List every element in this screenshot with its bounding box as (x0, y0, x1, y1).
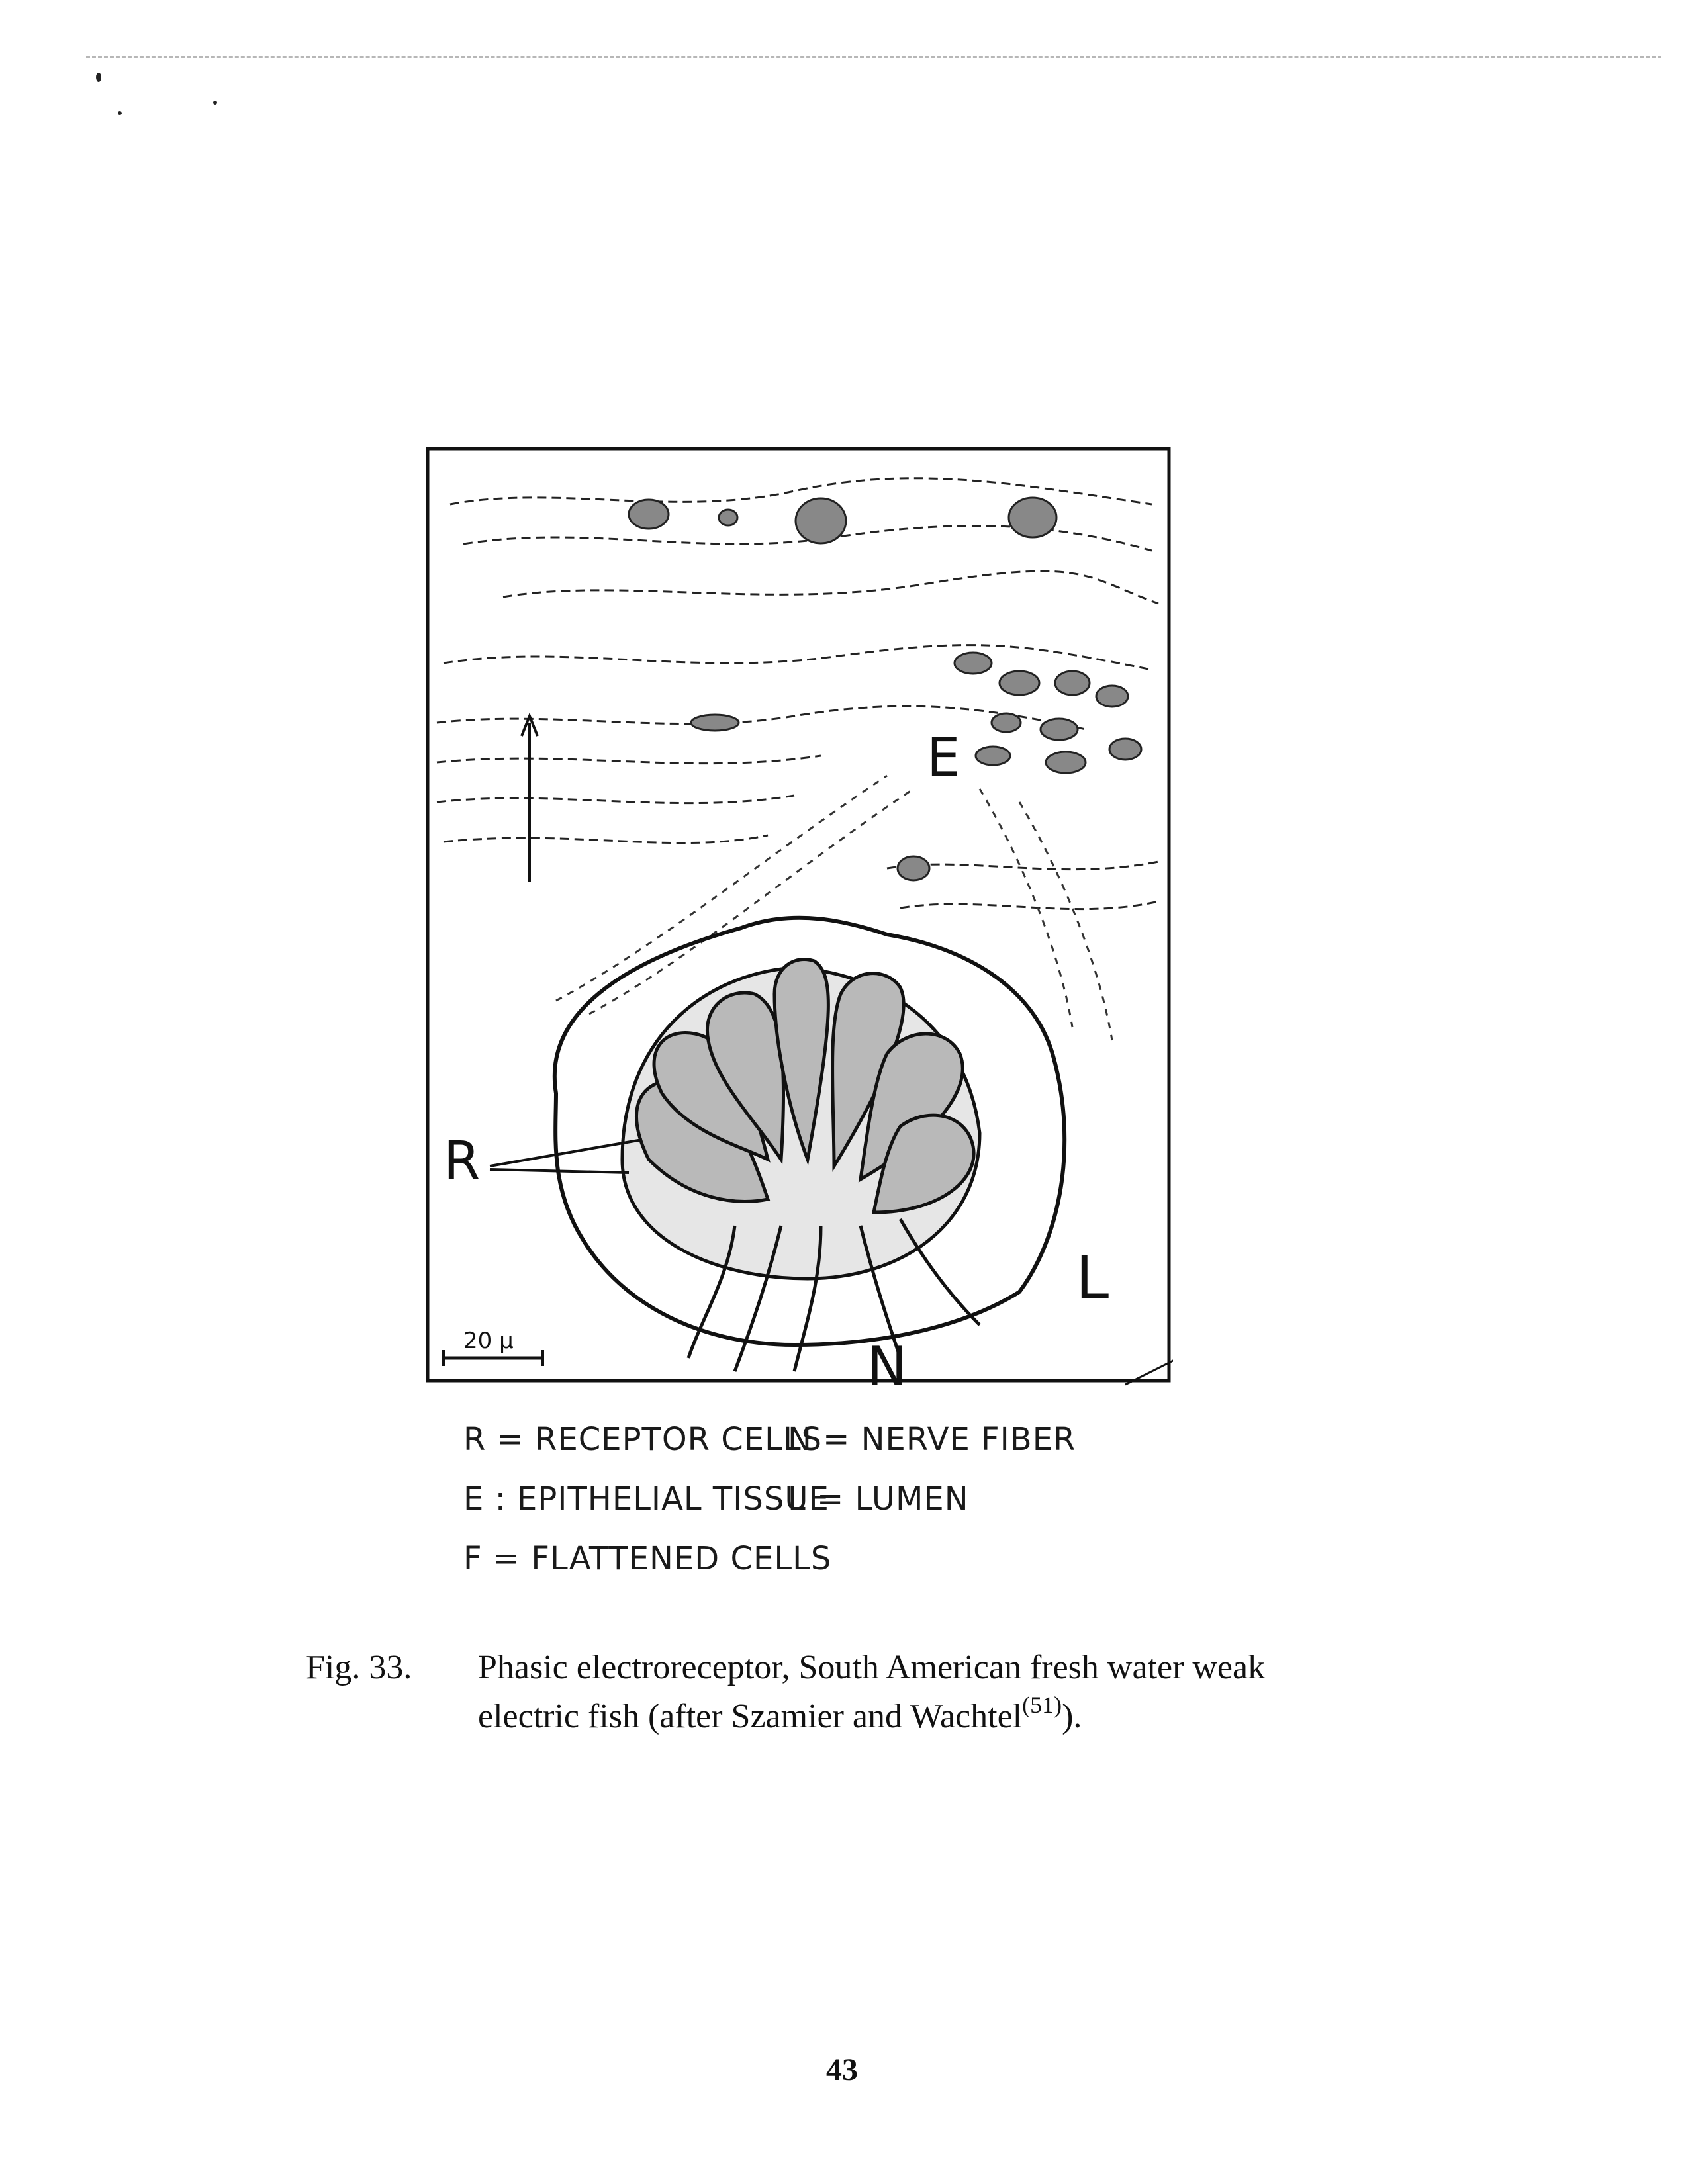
cell-nuclei (629, 498, 1141, 880)
legend-row (463, 1410, 1125, 1469)
scan-speck (118, 111, 122, 115)
electroreceptor-figure (424, 445, 1173, 1390)
caption-body: Phasic electroreceptor, South American fresh water weak electric fish (after Szamier and Wachtel (478, 1649, 1266, 1735)
figure-legend (463, 1410, 1125, 1588)
scan-speck (96, 73, 101, 82)
figure-drawing (424, 445, 1173, 1390)
legend-row (463, 1529, 1125, 1588)
label-l: L (1076, 1244, 1109, 1313)
scan-artifact-line (86, 56, 1661, 60)
label-n: N (867, 1336, 907, 1390)
caption-reference: (51) (1022, 1692, 1062, 1718)
legend-item: R = RECEPTOR CELLS (463, 1421, 823, 1458)
artist-mark (1125, 1345, 1173, 1385)
label-e: E (927, 727, 960, 788)
label-r: R (444, 1130, 481, 1192)
receptor-pointer-lines (490, 1140, 642, 1173)
legend-row (463, 1469, 1125, 1529)
page-number: 43 (826, 2052, 858, 2087)
scale-bar (444, 1328, 543, 1366)
scale-bar-label: 20 μ (463, 1328, 514, 1354)
scan-speck (213, 101, 217, 105)
legend-item: N = NERVE FIBER (788, 1421, 1076, 1458)
figure-caption (306, 1649, 1325, 1735)
epithelium-strands (437, 478, 1158, 909)
caption-text (478, 1649, 1325, 1735)
figure-number: Fig. 33. (306, 1649, 412, 1686)
legend-item: E : EPITHELIAL TISSUE (463, 1480, 829, 1518)
legend-item: L = LUMEN (788, 1480, 969, 1518)
caption-tail: ). (1062, 1698, 1082, 1735)
legend-item: F = FLATTENED CELLS (463, 1540, 832, 1577)
